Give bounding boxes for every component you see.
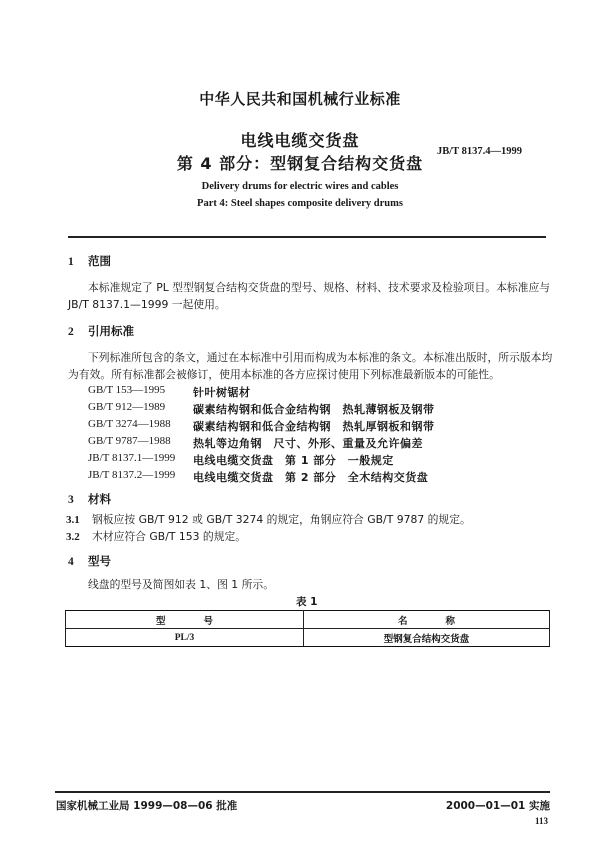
table-header-row <box>66 611 550 629</box>
standard-number: JB/T 8137.4—1999 <box>437 146 522 157</box>
clause-3-2 <box>66 528 246 546</box>
section-title: 引用标准 <box>88 324 134 338</box>
section-2-heading <box>68 323 134 339</box>
reference-code: GB/T 9787—1988 <box>88 435 171 447</box>
footer-divider <box>55 791 550 793</box>
header-divider <box>68 236 546 238</box>
reference-title: 热轧等边角钢 尺寸、外形、重量及允许偏差 <box>193 437 423 450</box>
organization-title: 中华人民共和国机械行业标准 <box>199 90 401 108</box>
clause-number: 3.2 <box>66 531 80 543</box>
section-number: 3 <box>68 494 74 506</box>
table-cell: 型钢复合结构交货盘 <box>304 629 550 647</box>
clause-text: 木材应符合 GB/T 153 的规定。 <box>92 530 247 543</box>
section-title: 型号 <box>88 554 111 568</box>
english-title-line1: Delivery drums for electric wires and cables <box>201 181 399 192</box>
table-1 <box>65 610 550 647</box>
section-3-heading <box>68 491 111 507</box>
section-1-paragraph-line2: JB/T 8137.1—1999 一起使用。 <box>68 298 226 311</box>
reference-code: GB/T 3274—1988 <box>88 418 171 430</box>
reference-title: 电线电缆交货盘 第 1 部分 一般规定 <box>193 454 394 467</box>
table-cell: PL/3 <box>66 629 304 647</box>
section-title: 范围 <box>88 254 111 268</box>
section-4-paragraph: 线盘的型号及简图如表 1、图 1 所示。 <box>88 578 274 591</box>
clause-number: 3.1 <box>66 514 80 526</box>
section-number: 4 <box>68 556 74 568</box>
table-row <box>66 629 550 647</box>
reference-title: 碳素结构钢和低合金结构钢 热轧厚钢板和钢带 <box>193 420 435 433</box>
section-title: 材料 <box>88 492 111 506</box>
reference-code: JB/T 8137.2—1999 <box>88 469 176 481</box>
section-4-heading <box>68 553 111 569</box>
clause-3-1 <box>66 511 471 529</box>
table-caption: 表 1 <box>296 596 318 608</box>
section-2-paragraph-line1: 下列标准所包含的条文，通过在本标准中引用而构成为本标准的条文。本标准出版时，所示版本均 <box>88 351 553 364</box>
approval-statement: 国家机械工业局 1999—08—06 批准 <box>56 800 238 812</box>
section-1-paragraph-line1: 本标准规定了 PL 型型钢复合结构交货盘的型号、规格、材料、技术要求及检验项目。本标准应与 <box>88 281 551 294</box>
clause-text: 钢板应按 GB/T 912 或 GB/T 3274 的规定，角钢应符合 GB/T 9787 的规定。 <box>92 513 471 526</box>
table-header-cell: 型 号 <box>66 611 304 629</box>
reference-code: JB/T 8137.1—1999 <box>88 452 176 464</box>
reference-code: GB/T 912—1989 <box>88 401 166 413</box>
english-title-line2: Part 4: Steel shapes composite delivery drums <box>197 198 403 209</box>
section-number: 1 <box>68 256 74 268</box>
reference-title: 针叶树锯材 <box>193 386 251 399</box>
reference-title: 电线电缆交货盘 第 2 部分 全木结构交货盘 <box>193 471 429 484</box>
section-number: 2 <box>68 326 74 338</box>
section-2-paragraph-line2: 为有效。所有标准都会被修订，使用本标准的各方应探讨使用下列标准最新版本的可能性。 <box>68 368 500 381</box>
reference-code: GB/T 153—1995 <box>88 384 166 396</box>
reference-title: 碳素结构钢和低合金结构钢 热轧薄钢板及钢带 <box>193 403 435 416</box>
document-title-line1: 电线电缆交货盘 <box>240 131 360 150</box>
document-title-line2: 第 4 部分：型钢复合结构交货盘 <box>176 154 424 173</box>
page-number: 113 <box>534 816 548 826</box>
table-header-cell: 名 称 <box>304 611 550 629</box>
effective-date: 2000—01—01 实施 <box>445 800 550 812</box>
section-1-heading <box>68 253 111 269</box>
